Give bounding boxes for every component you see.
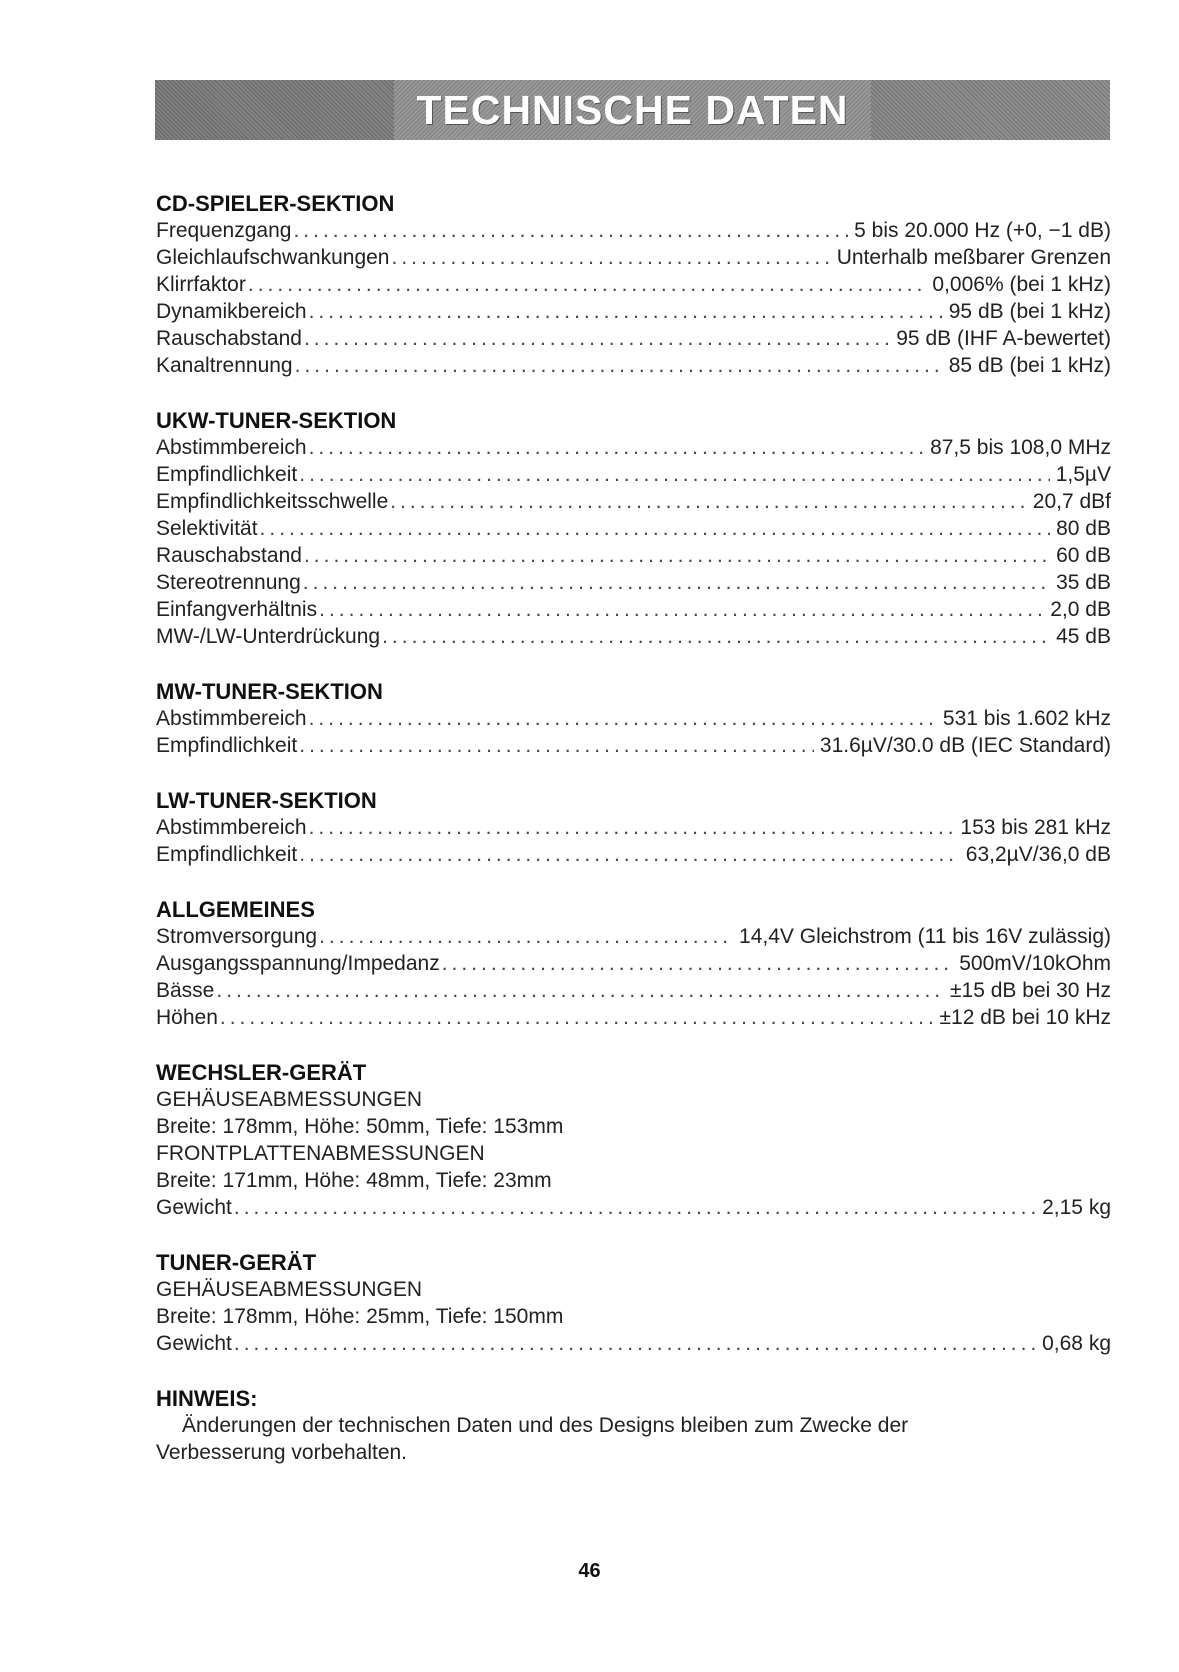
spec-value: 2,0 dB — [1050, 598, 1111, 621]
spec-label: MW-/LW-Unterdrückung — [156, 625, 381, 648]
section-tuner-unit — [156, 1249, 1111, 1357]
section-general — [156, 896, 1111, 1031]
spec-label: Selektivität — [156, 517, 258, 540]
spec-row — [156, 1194, 1111, 1221]
spec-label: Empfindlichkeit — [156, 734, 298, 757]
spec-label: Dynamikbereich — [156, 300, 307, 323]
spec-value: 20,7 dBf — [1032, 490, 1111, 513]
dot-leader — [293, 217, 848, 244]
spec-value: 87,5 bis 108,0 MHz — [930, 436, 1111, 459]
dimension-heading: FRONTPLATTENABMESSUNGEN — [156, 1142, 485, 1165]
dot-leader — [391, 244, 830, 271]
section-fm-tuner — [156, 407, 1111, 650]
spec-value: 0,68 kg — [1042, 1332, 1111, 1355]
spec-row — [156, 244, 1111, 271]
page-title: TECHNISCHE DATEN — [416, 86, 849, 133]
spec-row — [156, 488, 1111, 515]
note-text: Änderungen der technischen Daten und des Designs bleiben zum Zwecke der Verbesserung vorbehalten. — [156, 1414, 909, 1464]
spec-content — [156, 190, 1111, 1494]
spec-label: Stereotrennung — [156, 571, 301, 594]
spec-label: Ausgangsspannung/Impedanz — [156, 952, 440, 975]
spec-value: ±15 dB bei 30 Hz — [950, 979, 1111, 1002]
spec-label: Rauschabstand — [156, 544, 302, 567]
spec-value: 14,4V Gleichstrom (11 bis 16V zulässig) — [739, 925, 1111, 948]
spec-value: 60 dB — [1056, 544, 1111, 567]
spec-label: Abstimmbereich — [156, 436, 307, 459]
spec-row — [156, 217, 1111, 244]
spec-label: Stromversorgung — [156, 925, 318, 948]
spec-row — [156, 1004, 1111, 1031]
section-heading: CD-SPIELER-SEKTION — [156, 191, 395, 216]
dot-leader — [319, 923, 733, 950]
spec-value: 31.6µV/30.0 dB (IEC Standard) — [819, 734, 1111, 757]
dot-leader — [216, 977, 944, 1004]
spec-value: 500mV/10kOhm — [959, 952, 1111, 975]
page-header-title-box — [394, 80, 870, 140]
spec-label: Empfindlichkeit — [156, 463, 298, 486]
spec-value: 5 bis 20.000 Hz (+0, −1 dB) — [854, 219, 1111, 242]
section-heading: MW-TUNER-SEKTION — [156, 679, 383, 704]
dot-leader — [260, 515, 1051, 542]
dot-leader — [309, 434, 925, 461]
spec-value: 531 bis 1.602 kHz — [942, 707, 1111, 730]
spec-value: ±12 dB bei 10 kHz — [939, 1006, 1111, 1029]
spec-row — [156, 515, 1111, 542]
spec-label: Gewicht — [156, 1332, 232, 1355]
dot-leader — [319, 596, 1044, 623]
spec-value: 80 dB — [1056, 517, 1111, 540]
spec-label: Kanaltrennung — [156, 354, 293, 377]
spec-value: 63,2µV/36,0 dB — [965, 843, 1111, 866]
spec-row — [156, 325, 1111, 352]
section-heading: UKW-TUNER-SEKTION — [156, 408, 397, 433]
spec-value: 1,5µV — [1055, 463, 1111, 486]
spec-value: 45 dB — [1056, 625, 1111, 648]
section-cd-player — [156, 190, 1111, 379]
spec-value: 35 dB — [1056, 571, 1111, 594]
section-am-tuner — [156, 678, 1111, 759]
spec-label: Abstimmbereich — [156, 816, 307, 839]
spec-label: Gleichlaufschwankungen — [156, 246, 390, 269]
spec-value: 153 bis 281 kHz — [960, 816, 1111, 839]
dot-leader — [299, 841, 960, 868]
spec-label: Gewicht — [156, 1196, 232, 1219]
spec-row — [156, 705, 1111, 732]
spec-row — [156, 950, 1111, 977]
spec-row — [156, 841, 1111, 868]
dot-leader — [309, 705, 937, 732]
section-heading: ALLGEMEINES — [156, 897, 315, 922]
spec-row — [156, 923, 1111, 950]
spec-row — [156, 569, 1111, 596]
spec-label: Einfangverhältnis — [156, 598, 318, 621]
dot-leader — [309, 814, 955, 841]
section-heading: TUNER-GERÄT — [156, 1250, 317, 1275]
dot-leader — [295, 352, 943, 379]
dimension-values: Breite: 171mm, Höhe: 48mm, Tiefe: 23mm — [156, 1169, 552, 1192]
section-note — [156, 1385, 1111, 1466]
dot-leader — [248, 271, 927, 298]
dimension-values: Breite: 178mm, Höhe: 25mm, Tiefe: 150mm — [156, 1305, 564, 1328]
spec-row — [156, 434, 1111, 461]
dot-leader — [234, 1330, 1036, 1357]
dot-leader — [382, 623, 1050, 650]
dimension-heading: GEHÄUSEABMESSUNGEN — [156, 1278, 423, 1301]
spec-value: 85 dB (bei 1 kHz) — [948, 354, 1111, 377]
section-lw-tuner — [156, 787, 1111, 868]
spec-row — [156, 623, 1111, 650]
dimension-values: Breite: 178mm, Höhe: 50mm, Tiefe: 153mm — [156, 1115, 564, 1138]
page-number: 46 — [578, 1560, 601, 1582]
spec-row — [156, 596, 1111, 623]
dot-leader — [304, 542, 1050, 569]
spec-row — [156, 732, 1111, 759]
spec-value: 95 dB (IHF A-bewertet) — [896, 327, 1111, 350]
dot-leader — [234, 1194, 1036, 1221]
spec-value: 2,15 kg — [1042, 1196, 1111, 1219]
dot-leader — [299, 461, 1049, 488]
spec-row — [156, 814, 1111, 841]
spec-row — [156, 298, 1111, 325]
dot-leader — [309, 298, 943, 325]
spec-row — [156, 1330, 1111, 1357]
dot-leader — [220, 1004, 934, 1031]
page-header-banner — [155, 80, 1110, 140]
spec-label: Rauschabstand — [156, 327, 302, 350]
spec-row — [156, 271, 1111, 298]
spec-label: Bässe — [156, 979, 215, 1002]
spec-row — [156, 352, 1111, 379]
dimension-heading: GEHÄUSEABMESSUNGEN — [156, 1088, 423, 1111]
spec-row — [156, 977, 1111, 1004]
dot-leader — [299, 732, 814, 759]
spec-row — [156, 542, 1111, 569]
note-heading: HINWEIS: — [156, 1386, 258, 1411]
dot-leader — [303, 569, 1050, 596]
section-heading: WECHSLER-GERÄT — [156, 1060, 367, 1085]
spec-value: Unterhalb meßbarer Grenzen — [836, 246, 1111, 269]
dot-leader — [304, 325, 890, 352]
spec-value: 95 dB (bei 1 kHz) — [948, 300, 1111, 323]
spec-label: Empfindlichkeitsschwelle — [156, 490, 389, 513]
spec-row — [156, 461, 1111, 488]
spec-label: Empfindlichkeit — [156, 843, 298, 866]
section-changer-unit — [156, 1059, 1111, 1221]
spec-value: 0,006% (bei 1 kHz) — [932, 273, 1111, 296]
spec-label: Abstimmbereich — [156, 707, 307, 730]
spec-label: Klirrfaktor — [156, 273, 246, 296]
spec-label: Höhen — [156, 1006, 218, 1029]
section-heading: LW-TUNER-SEKTION — [156, 788, 377, 813]
dot-leader — [442, 950, 954, 977]
dot-leader — [390, 488, 1027, 515]
spec-label: Frequenzgang — [156, 219, 292, 242]
